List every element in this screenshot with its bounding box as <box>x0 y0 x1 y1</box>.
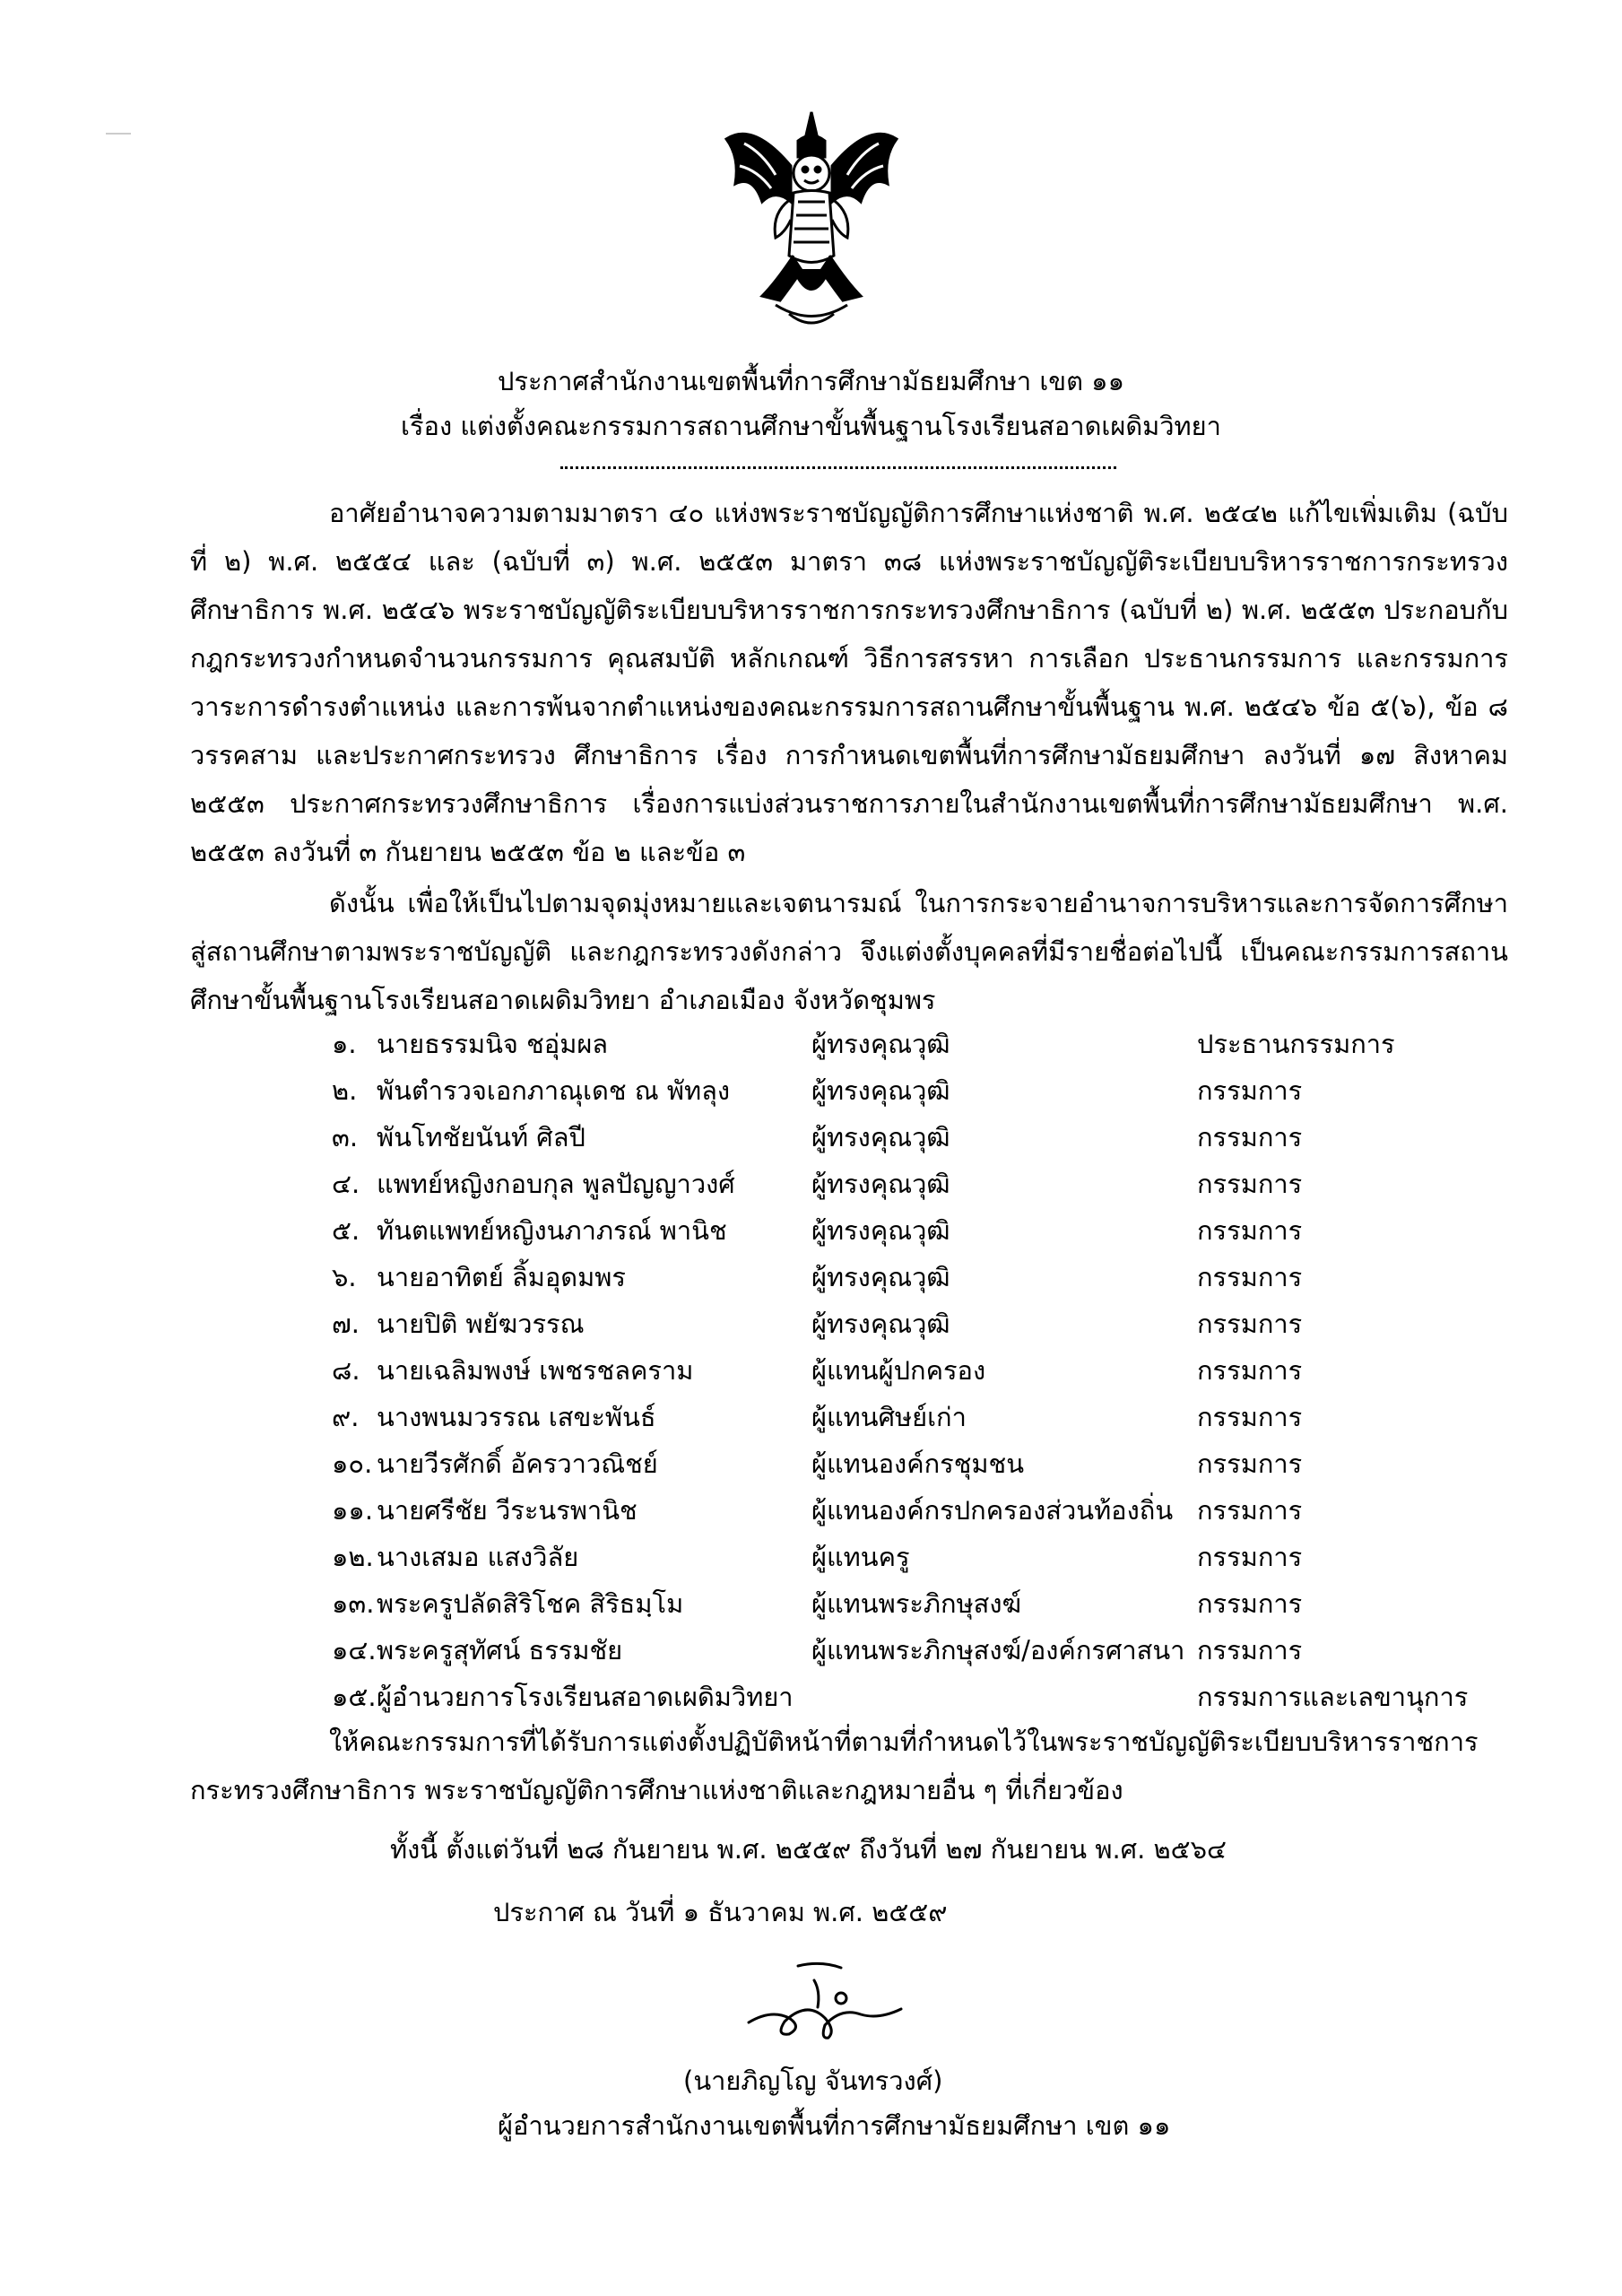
member-role: กรรมการ <box>1197 1122 1303 1152</box>
dotted-divider <box>560 466 1116 469</box>
member-name: พันโทชัยนันท์ ศิลปี <box>377 1122 585 1152</box>
member-number: ๑๔. <box>332 1635 377 1665</box>
member-role: กรรมการ <box>1197 1169 1303 1199</box>
member-name: พระครูสุทัศน์ ธรรมชัย <box>377 1635 623 1665</box>
member-number: ๒. <box>332 1075 358 1106</box>
announcement-subject: เรื่อง แต่งตั้งคณะกรรมการสถานศึกษาขั้นพื้นฐานโรงเรียนสอาดเผดิมวิทยา <box>401 411 1221 441</box>
member-name: นางพนมวรรณ เสขะพันธ์ <box>377 1402 656 1432</box>
scan-mark <box>106 133 131 135</box>
member-number: ๑๓. <box>332 1588 375 1619</box>
member-type: ผู้ทรงคุณวุฒิ <box>811 1309 950 1339</box>
member-type: ผู้ทรงคุณวุฒิ <box>811 1169 950 1199</box>
member-number: ๔. <box>332 1169 360 1199</box>
member-role: กรรมการ <box>1197 1402 1303 1432</box>
member-row <box>332 1302 1587 1345</box>
member-role: กรรมการ <box>1197 1448 1303 1479</box>
member-type: ผู้ทรงคุณวุฒิ <box>811 1215 950 1246</box>
announcement-title: ประกาศสำนักงานเขตพื้นที่การศึกษามัธยมศึกษา เขต ๑๑ <box>498 366 1124 396</box>
member-type: ผู้แทนครู <box>811 1542 910 1572</box>
member-name: ทันตแพทย์หญิงนภาภรณ์ พานิช <box>377 1215 727 1246</box>
member-row <box>332 1069 1587 1112</box>
member-type: ผู้แทนพระภิกษุสงฆ์ <box>811 1588 1022 1619</box>
member-row <box>332 1442 1587 1485</box>
member-type: ผู้ทรงคุณวุฒิ <box>811 1075 950 1106</box>
member-name: นายวีรศักดิ์ อัครวาวณิชย์ <box>377 1448 658 1479</box>
member-name: นางเสมอ แสงวิลัย <box>377 1542 579 1572</box>
member-number: ๙. <box>332 1402 360 1432</box>
paragraph-authority: อาศัยอำนาจความตามมาตรา ๔๐ แห่งพระราชบัญญัติการศึกษาแห่งชาติ พ.ศ. ๒๕๔๒ แก้ไขเพิ่มเติม (ฉบับที่ ๒) พ.ศ. ๒๕๕๔ และ (ฉบับที่ ๓) พ.ศ. ๒๕๕๓ มาตรา ๓๘ แห่งพระราชบัญญัติระเบียบบริหารราชการกระทรวงศึกษาธิการ พ.ศ. ๒๕๔๖ พระราชบัญญัติระเบียบบริหารราชการกระทรวงศึกษาธิการ (ฉบับที่ ๒) พ.ศ. ๒๕๕๓ ประกอบกับกฎกระทรวงกำหนดจำนวนกรรมการ คุณสมบัติ หลักเกณฑ์ วิธีการสรรหา การเลือก ประธานกรรมการ และกรรมการ วาระการดำรงตำแหน่ง และการพ้นจากตำแหน่งของคณะกรรมการสถานศึกษาขั้นพื้นฐาน พ.ศ. ๒๕๔๖ ข้อ ๕(๖), ข้อ ๘ วรรคสาม และประกาศกระทรวง ศึกษาธิการ เรื่อง การกำหนดเขตพื้นที่การศึกษามัธยมศึกษา ลงวันที่ ๑๗ สิงหาคม ๒๕๕๓ ประกาศกระทรวงศึกษาธิการ เรื่องการแบ่งส่วนราชการภายในสำนักงานเขตพื้นที่การศึกษามัธยมศึกษา พ.ศ. ๒๕๕๓ ลงวันที่ ๓ กันยายน ๒๕๕๓ ข้อ ๒ และข้อ ๓ <box>190 498 1508 867</box>
member-row <box>332 1256 1587 1299</box>
paragraph-duties-line1: ให้คณะกรรมการที่ได้รับการแต่งตั้งปฏิบัติหน้าที่ตามที่กำหนดไว้ในพระราชบัญญัติระเบียบบริหารราชการ <box>329 1726 1479 1757</box>
member-number: ๑. <box>332 1029 357 1059</box>
member-row <box>332 1349 1587 1392</box>
member-name: ผู้อำนวยการโรงเรียนสอาดเผดิมวิทยา <box>377 1682 794 1712</box>
garuda-emblem-icon <box>690 103 932 345</box>
member-number: ๖. <box>332 1262 357 1292</box>
member-role: กรรมการ <box>1197 1495 1303 1526</box>
member-row <box>332 1675 1587 1718</box>
member-type: ผู้ทรงคุณวุฒิ <box>811 1029 950 1059</box>
member-name: นายธรรมนิจ ชอุ่มผล <box>377 1029 609 1059</box>
member-name: พันตำรวจเอกภาณุเดช ณ พัทลุง <box>377 1075 731 1106</box>
member-type: ผู้แทนพระภิกษุสงฆ์/องค์กรศาสนา <box>811 1635 1185 1665</box>
member-name: นายอาทิตย์ ลิ้มอุดมพร <box>377 1262 626 1292</box>
member-role: กรรมการและเลขานุการ <box>1197 1682 1469 1712</box>
member-role: ประธานกรรมการ <box>1197 1029 1395 1059</box>
member-row <box>332 1209 1587 1252</box>
member-type: ผู้แทนศิษย์เก่า <box>811 1402 967 1432</box>
member-row <box>332 1162 1587 1205</box>
member-type: ผู้แทนผู้ปกครอง <box>811 1355 986 1386</box>
member-name: แพทย์หญิงกอบกุล พูลปัญญาวงศ์ <box>377 1169 735 1199</box>
member-type: ผู้แทนองค์กรปกครองส่วนท้องถิ่น <box>811 1495 1174 1526</box>
member-number: ๘. <box>332 1355 360 1386</box>
member-row <box>332 1489 1587 1532</box>
member-row <box>332 1116 1587 1159</box>
signatory-name: (นายภิญโญ จันทรวงศ์) <box>683 2066 943 2096</box>
member-number: ๕. <box>332 1215 360 1246</box>
paragraph-appointment: ดังนั้น เพื่อให้เป็นไปตามจุดมุ่งหมายและเจตนารมณ์ ในการกระจายอำนาจการบริหารและการจัดการศึกษาสู่สถานศึกษาตามพระราชบัญญัติ และกฎกระทรวงดังกล่าว จึงแต่งตั้งบุคคลที่มีรายชื่อต่อไปนี้ เป็นคณะกรรมการสถานศึกษาขั้นพื้นฐานโรงเรียนสอาดเผดิมวิทยา อำเภอเมือง จังหวัดชุมพร <box>190 888 1508 1015</box>
effective-period: ทั้งนี้ ตั้งแต่วันที่ ๒๘ กันยายน พ.ศ. ๒๕๕๙ ถึงวันที่ ๒๗ กันยายน พ.ศ. ๒๕๖๔ <box>390 1834 1227 1865</box>
member-role: กรรมการ <box>1197 1075 1303 1106</box>
paragraph-duties-line2: กระทรวงศึกษาธิการ พระราชบัญญัติการศึกษาแห่งชาติและกฎหมายอื่น ๆ ที่เกี่ยวข้อง <box>190 1775 1123 1805</box>
member-role: กรรมการ <box>1197 1588 1303 1619</box>
member-name: นายเฉลิมพงษ์ เพชรชลคราม <box>377 1355 694 1386</box>
member-number: ๑๑. <box>332 1495 374 1526</box>
member-number: ๑๐. <box>332 1448 373 1479</box>
member-role: กรรมการ <box>1197 1262 1303 1292</box>
member-row <box>332 1582 1587 1625</box>
member-role: กรรมการ <box>1197 1215 1303 1246</box>
member-row <box>332 1396 1587 1439</box>
announcement-date: ประกาศ ณ วันที่ ๑ ธันวาคม พ.ศ. ๒๕๕๙ <box>493 1897 948 1927</box>
member-name: พระครูปลัดสิริโชค สิริธมฺโม <box>377 1588 684 1619</box>
member-name: นายปิติ พยัฆวรรณ <box>377 1309 585 1339</box>
member-type: ผู้ทรงคุณวุฒิ <box>811 1262 950 1292</box>
member-number: ๗. <box>332 1309 360 1339</box>
signatory-position: ผู้อำนวยการสำนักงานเขตพื้นที่การศึกษามัธยมศึกษา เขต ๑๑ <box>498 2110 1171 2141</box>
member-name: นายศรีชัย วีระนรพานิช <box>377 1495 638 1526</box>
member-row <box>332 1629 1587 1672</box>
signature-icon <box>735 1955 915 2054</box>
member-type: ผู้ทรงคุณวุฒิ <box>811 1122 950 1152</box>
member-role: กรรมการ <box>1197 1635 1303 1665</box>
member-role: กรรมการ <box>1197 1309 1303 1339</box>
member-number: ๓. <box>332 1122 359 1152</box>
member-number: ๑๕. <box>332 1682 377 1712</box>
member-row <box>332 1535 1587 1578</box>
member-type: ผู้แทนองค์กรชุมชน <box>811 1448 1025 1479</box>
member-role: กรรมการ <box>1197 1355 1303 1386</box>
member-role: กรรมการ <box>1197 1542 1303 1572</box>
member-number: ๑๒. <box>332 1542 374 1572</box>
member-row <box>332 1022 1587 1065</box>
